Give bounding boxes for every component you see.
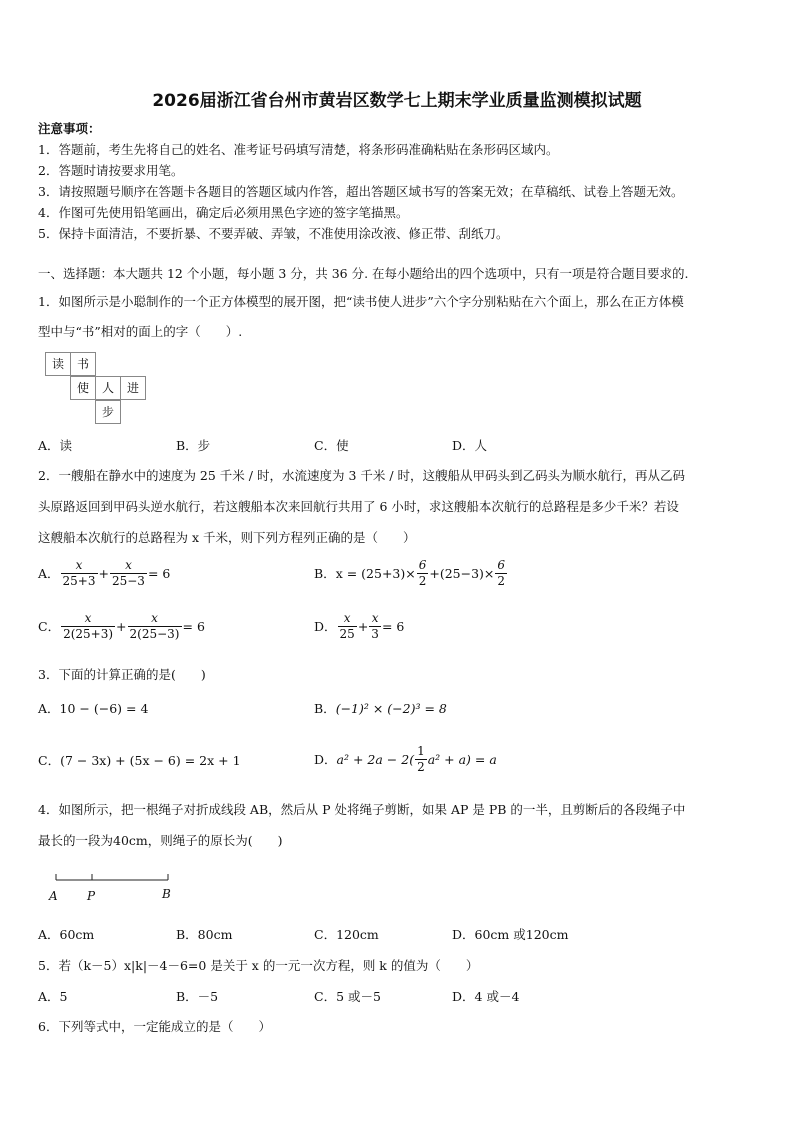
denominator: 3 (371, 627, 379, 641)
denominator: 2(25−3) (129, 627, 180, 641)
q5-option-d[interactable]: D．4 或－4 (452, 989, 520, 1004)
question-2-line-1: 2．一艘船在静水中的速度为 25 千米 / 时，水流速度为 3 千米 / 时，这艘船从甲码头到乙码头为顺水航行，再从乙码 (38, 468, 686, 483)
fraction (417, 558, 429, 589)
question-2-line-2: 头原路返回到甲码头逆水航行，若这艘船本次来回航行共用了 6 小时，求这艘船本次航行的总路程是多少千米？若设 (38, 499, 679, 514)
q4-option-a[interactable]: A．60cm (38, 927, 95, 942)
q1-option-d[interactable]: D．人 (452, 438, 488, 453)
net-cell: 书 (70, 352, 96, 376)
q5-option-a[interactable]: A．5 (38, 989, 68, 1004)
operator: + (116, 618, 127, 634)
net-cell: 步 (95, 400, 121, 424)
notice-item-2: 2．答题时请按要求用笔。 (38, 163, 184, 178)
q2-option-b[interactable] (314, 558, 508, 589)
q3-option-a[interactable]: A．10 − (−6) = 4 (38, 701, 149, 716)
expression-part: a² + a) = a (427, 751, 497, 767)
q1-option-b[interactable]: B．步 (176, 438, 211, 453)
numerator: x (75, 558, 83, 572)
rhs: = 6 (381, 618, 405, 634)
fraction (61, 558, 98, 589)
notice-item-5: 5．保持卡面清洁，不要折暴、不要弄破、弄皱，不准使用涂改液、修正带、刮纸刀。 (38, 226, 509, 241)
numerator: x (125, 558, 132, 572)
expr-part: +(25−3)× (429, 565, 495, 581)
net-cell: 读 (45, 352, 71, 376)
question-6-stem: 6．下列等式中，一定能成立的是（ ） (38, 1019, 271, 1034)
q3-option-d[interactable] (314, 744, 497, 775)
rhs: = 6 (182, 618, 205, 634)
q2-option-a[interactable] (38, 558, 170, 589)
net-cell: 进 (120, 376, 146, 400)
q1-option-c[interactable]: C．使 (314, 438, 349, 453)
numerator: x (343, 611, 351, 625)
operator: + (357, 618, 369, 634)
q2-option-c[interactable] (38, 611, 205, 642)
option-label: B． (314, 701, 336, 716)
option-label: D． (314, 751, 337, 767)
question-3-stem: 3．下面的计算正确的是( ) (38, 667, 206, 682)
q3-option-c[interactable]: C．(7 − 3x) + (5x − 6) = 2x + 1 (38, 753, 241, 768)
numerator: x (84, 611, 92, 625)
denominator: 2 (417, 760, 425, 774)
section-heading: 一、选择题：本大题共 12 个小题，每小题 3 分，共 36 分. 在每小题给出的四个选项中，只有一项是符合题目要求的. (38, 266, 689, 281)
denominator: 2(25+3) (63, 627, 114, 641)
numerator: 1 (417, 744, 425, 758)
fraction (128, 611, 182, 642)
option-label: C． (38, 618, 61, 634)
option-label: B． (314, 565, 336, 581)
net-cell: 人 (95, 376, 121, 400)
expression-part: a² + 2a − 2( (336, 751, 415, 767)
notice-item-3: 3．请按照题号顺序在答题卡各题目的答题区域内作答，超出答题区域书写的答案无效；在草稿纸、试卷上答题无效。 (38, 184, 684, 199)
rhs: = 6 (147, 565, 171, 581)
q3-option-b[interactable] (314, 701, 447, 717)
question-1-line-2: 型中与“书”相对的面上的字（ ）. (38, 324, 243, 339)
denominator: 25−3 (111, 574, 145, 588)
q5-option-c[interactable]: C．5 或－5 (314, 989, 381, 1004)
fraction (61, 611, 115, 642)
question-1-line-1: 1．如图所示是小聪制作的一个正方体模型的展开图，把“读书使人进步”六个字分别粘贴在六个面上，那么在正方体模 (38, 294, 684, 309)
numerator: 6 (418, 558, 427, 572)
operator: + (98, 565, 109, 581)
notice-item-1: 1．答题前，考生先将自己的姓名、准考证号码填写清楚，将条形码准确粘贴在条形码区域内。 (38, 142, 559, 157)
fraction (338, 611, 357, 642)
numerator: x (151, 611, 158, 625)
net-cell: 使 (70, 376, 96, 400)
point-p-label: P (87, 889, 96, 903)
question-4-line-2: 最长的一段为40cm，则绳子的原长为( ) (38, 833, 283, 848)
notice-item-4: 4．作图可先使用铅笔画出，确定后必须用黑色字迹的签字笔描黑。 (38, 205, 409, 220)
fraction (415, 744, 427, 775)
page-title: 2026届浙江省台州市黄岩区数学七上期末学业质量监测模拟试题 (152, 91, 642, 111)
numerator: 6 (497, 558, 506, 572)
question-5-stem: 5．若（k－5）x|k|－4－6=0 是关于 x 的一元一次方程，则 k 的值为（ ） (38, 958, 479, 973)
denominator: 2 (418, 574, 427, 588)
fraction (369, 611, 381, 642)
q1-option-a[interactable]: A．读 (38, 438, 73, 453)
expression: (−1)² × (−2)³ = 8 (335, 701, 447, 716)
question-2-line-3: 这艘船本次航行的总路程为 x 千米，则下列方程列正确的是（ ） (38, 530, 416, 545)
fraction (495, 558, 507, 589)
q4-option-c[interactable]: C．120cm (314, 927, 379, 942)
question-4-line-1: 4．如图所示，把一根绳子对折成线段 AB，然后从 P 处将绳子剪断，如果 AP 是 PB 的一半，且剪断后的各段绳子中 (38, 802, 686, 817)
q2-option-d[interactable] (314, 611, 404, 642)
denominator: 2 (497, 574, 506, 588)
expr-part: x = (25+3)× (335, 565, 416, 581)
notice-heading: 注意事项： (38, 121, 101, 136)
q4-option-d[interactable]: D．60cm 或120cm (452, 927, 569, 942)
denominator: 25 (339, 627, 355, 641)
numerator: x (371, 611, 379, 625)
point-a-label: A (49, 889, 58, 903)
q4-option-b[interactable]: B．80cm (176, 927, 233, 942)
fraction (110, 558, 147, 589)
option-label: A． (38, 565, 60, 581)
point-b-label: B (162, 887, 171, 901)
option-label: D． (314, 618, 337, 634)
q5-option-b[interactable]: B．－5 (176, 989, 219, 1004)
denominator: 25+3 (62, 574, 96, 588)
